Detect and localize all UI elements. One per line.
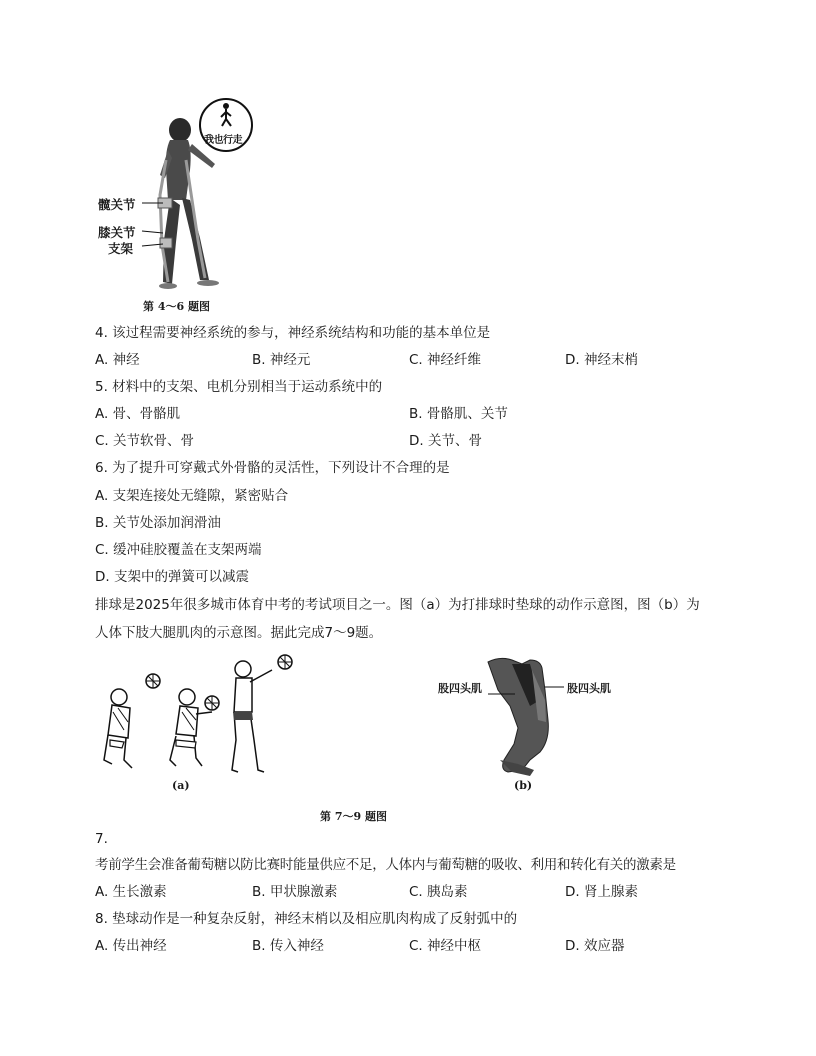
- q8-stem: 8. 垫球动作是一种复杂反射，神经末梢以及相应肌肉构成了反射弧中的: [95, 911, 518, 927]
- q6-option-c: C. 缓冲硅胶覆盖在支架两端: [95, 542, 262, 558]
- q6-stem: 6. 为了提升可穿戴式外骨骼的灵活性，下列设计不合理的是: [95, 460, 450, 476]
- label-knee-joint: 膝关节: [98, 225, 136, 240]
- passage-line-1: 排球是2025年很多城市体育中考的考试项目之一。图（a）为打排球时垫球的动作示意图，图（b）为: [95, 597, 700, 613]
- q8-option-c: C. 神经中枢: [409, 938, 482, 954]
- q8-option-d: D. 效应器: [565, 938, 625, 954]
- passage-line-2: 人体下肢大腿肌肉的示意图。据此完成7～9题。: [95, 625, 383, 641]
- q5-option-d: D. 关节、骨: [409, 433, 482, 449]
- figure2-label-b: (b): [514, 779, 533, 792]
- q6-option-a: A. 支架连接处无缝隙，紧密贴合: [95, 488, 289, 504]
- figure2-caption: 第 7～9 题图: [320, 810, 387, 823]
- q8-option-a: A. 传出神经: [95, 938, 167, 954]
- q7-number: 7.: [95, 831, 108, 847]
- q5-stem: 5. 材料中的支架、电机分别相当于运动系统中的: [95, 379, 383, 395]
- q6-option-b: B. 关节处添加润滑油: [95, 515, 221, 531]
- q7-option-c: C. 胰岛素: [409, 884, 468, 900]
- q8-option-b: B. 传入神经: [252, 938, 324, 954]
- label-hip-joint: 髋关节: [98, 197, 136, 212]
- q7-stem: 考前学生会准备葡萄糖以防比赛时能量供应不足，人体内与葡萄糖的吸收、利用和转化有关的激素是: [95, 857, 676, 873]
- figure2-label-a: (a): [172, 779, 190, 792]
- q4-option-d: D. 神经末梢: [565, 352, 638, 368]
- q4-stem: 4. 该过程需要神经系统的参与，神经系统结构和功能的基本单位是: [95, 325, 491, 341]
- label-frame: 支架: [108, 241, 134, 256]
- q7-option-d: D. 肾上腺素: [565, 884, 638, 900]
- muscle-label-right: 股四头肌: [567, 682, 611, 695]
- q6-option-d: D. 支架中的弹簧可以减震: [95, 569, 249, 585]
- muscle-label-left: 股四头肌: [438, 682, 482, 695]
- q5-option-c: C. 关节软骨、骨: [95, 433, 195, 449]
- q4-option-b: B. 神经元: [252, 352, 311, 368]
- speech-sign-text: 我也行走: [204, 135, 242, 146]
- q4-option-a: A. 神经: [95, 352, 140, 368]
- figure1-caption: 第 4～6 题图: [143, 300, 210, 313]
- q5-option-b: B. 骨骼肌、关节: [409, 406, 508, 422]
- q4-option-c: C. 神经纤维: [409, 352, 482, 368]
- q7-option-a: A. 生长激素: [95, 884, 167, 900]
- q5-option-a: A. 骨、骨骼肌: [95, 406, 181, 422]
- q7-option-b: B. 甲状腺激素: [252, 884, 338, 900]
